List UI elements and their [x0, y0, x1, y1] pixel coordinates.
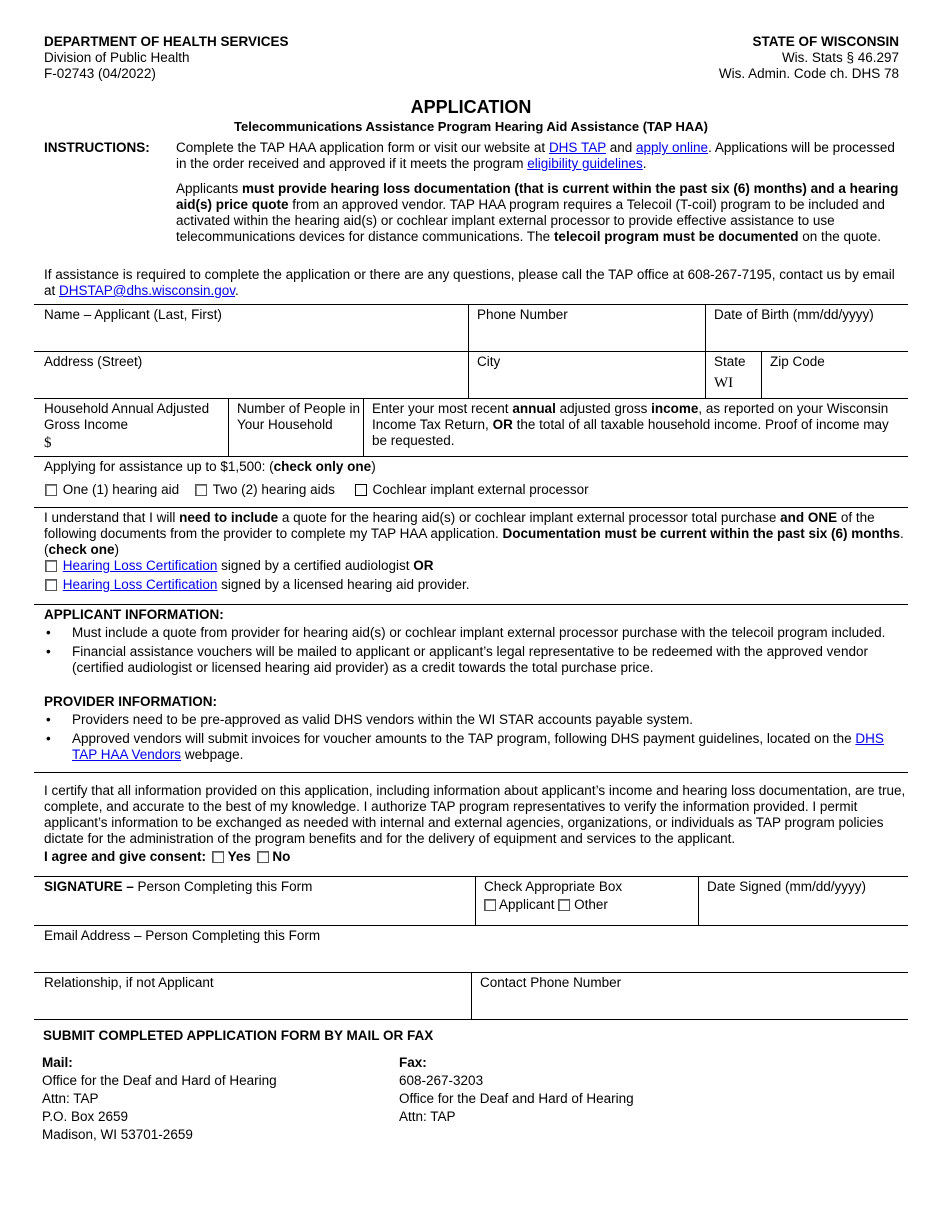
state-name: STATE OF WISCONSIN: [752, 34, 899, 49]
provider-certification-checkbox[interactable]: [45, 579, 57, 591]
list-item: [44, 731, 904, 763]
audiologist-certification-option: [45, 558, 433, 574]
text: Complete the TAP HAA application form or visit our website at: [176, 140, 549, 155]
mail-address: [42, 1054, 277, 1144]
text: , as reported on your Wisconsin Income Tax Return,: [372, 401, 889, 432]
form-number: F-02743 (04/2022): [44, 66, 156, 81]
income-note: [372, 401, 905, 449]
provider-info-heading: PROVIDER INFORMATION:: [44, 694, 217, 709]
city-field[interactable]: [477, 354, 702, 370]
field-label: State: [714, 354, 746, 369]
text: need to include: [179, 510, 279, 525]
field-label: Address (Street): [44, 354, 143, 369]
field-label: Zip Code: [770, 354, 825, 369]
field-label: [44, 879, 472, 895]
text: and ONE: [780, 510, 838, 525]
text: telecoil program must be documented: [553, 229, 799, 244]
text: OR: [492, 417, 513, 432]
one-hearing-aid-checkbox[interactable]: [45, 484, 57, 496]
text: . Applications will be processed in the order received and approved if it meets the program: [176, 140, 895, 171]
text: of the following documents from the provider to complete my TAP HAA application.: [44, 510, 875, 541]
text: on the quote.: [798, 229, 882, 244]
assistance-contact: [44, 267, 904, 299]
dhstap-email-link[interactable]: DHSTAP@dhs.wisconsin.gov: [59, 283, 236, 298]
field-label: Check Appropriate Box: [484, 879, 623, 894]
text: check one: [48, 542, 115, 557]
text: SIGNATURE –: [44, 879, 134, 894]
consent-row: [44, 849, 290, 865]
text: must provide hearing loss documentation (that is current within the past six (6) months) and a hearing aid(s) price quote: [176, 181, 899, 212]
signature-field[interactable]: [44, 879, 472, 895]
divider: [34, 507, 908, 508]
phone-number-field[interactable]: [477, 307, 702, 323]
applicant-checkbox[interactable]: [484, 899, 496, 911]
text: and: [605, 140, 636, 155]
applicant-label: Applicant: [499, 897, 555, 912]
text: Enter your most recent: [372, 401, 513, 416]
address-line: Office for the Deaf and Hard of Hearing: [42, 1073, 277, 1088]
divider: [34, 456, 908, 457]
field-label: Phone Number: [477, 307, 568, 322]
state-field[interactable]: [714, 354, 759, 391]
divider: [34, 398, 908, 399]
divider: [468, 304, 469, 398]
field-label: Household Annual Adjusted Gross Income: [44, 401, 210, 432]
income-field[interactable]: [44, 401, 226, 451]
email-address-field[interactable]: [44, 928, 904, 944]
text: OR: [413, 558, 434, 573]
date-of-birth-field[interactable]: [714, 307, 904, 323]
divider: [363, 398, 364, 456]
divider: [34, 351, 908, 352]
applicant-name-field[interactable]: [44, 307, 464, 323]
fax-info: [399, 1054, 634, 1126]
text: .: [235, 283, 239, 298]
text: from an approved vendor. TAP HAA program requires a Telecoil (T-coil) program to be included and activated within the hearing aid(s) or cochlear implant external processor to provide effective assistance to use telecommunications devices for distance communications. The: [176, 197, 885, 244]
division-name: Division of Public Health: [44, 50, 190, 65]
divider: [34, 876, 908, 877]
instructions-paragraph-1: [176, 140, 901, 172]
text: adjusted gross: [555, 401, 652, 416]
department-name: DEPARTMENT OF HEALTH SERVICES: [44, 34, 289, 49]
text: the total of all taxable household income. Proof of income may be requested.: [372, 417, 889, 448]
divider: [475, 876, 476, 925]
divider: [34, 772, 908, 773]
field-label: Name – Applicant (Last, First): [44, 307, 222, 322]
text: Applying for assistance up to $1,500: (: [44, 459, 274, 474]
text: signed by a certified audiologist: [217, 558, 414, 573]
option-label: Two (2) hearing aids: [212, 482, 335, 497]
consent-no-checkbox[interactable]: [257, 851, 269, 863]
fax-line: Attn: TAP: [399, 1109, 456, 1124]
field-label: City: [477, 354, 501, 369]
text: income: [651, 401, 699, 416]
address-line: Madison, WI 53701-2659: [42, 1127, 193, 1142]
option-label: Cochlear implant external processor: [372, 482, 589, 497]
two-hearing-aids-checkbox[interactable]: [195, 484, 207, 496]
divider: [698, 876, 699, 925]
divider: [34, 604, 908, 605]
eligibility-guidelines-link[interactable]: eligibility guidelines: [527, 156, 643, 171]
cochlear-implant-checkbox[interactable]: [355, 484, 367, 496]
other-checkbox[interactable]: [558, 899, 570, 911]
audiologist-certification-checkbox[interactable]: [45, 560, 57, 572]
household-size-field[interactable]: [237, 401, 361, 433]
dhs-tap-haa-vendors-link[interactable]: DHS TAP HAA Vendors: [72, 731, 884, 762]
relationship-checkboxes: [484, 879, 696, 913]
consent-yes-label: Yes: [227, 849, 251, 864]
divider: [34, 304, 908, 305]
text: . (: [44, 526, 904, 557]
hearing-aid-provider-certification-option: [45, 577, 470, 593]
field-label: Relationship, if not Applicant: [44, 975, 214, 990]
dhs-tap-link[interactable]: DHS TAP: [548, 140, 606, 155]
header-left: [44, 34, 289, 82]
relationship-field[interactable]: [44, 975, 468, 991]
provider-info-list: [44, 712, 904, 766]
text: ): [371, 459, 376, 474]
other-label: Other: [574, 897, 608, 912]
assistance-label: [44, 459, 376, 475]
option-label: One (1) hearing aid: [62, 482, 180, 497]
address-field[interactable]: [44, 354, 464, 370]
text: Applicants: [176, 181, 243, 196]
text: signed by a licensed hearing aid provider.: [217, 577, 470, 592]
text: annual: [512, 401, 556, 416]
field-label: Number of People in Your Household: [237, 401, 361, 432]
text: .: [642, 156, 647, 171]
divider: [228, 398, 229, 456]
page-title: APPLICATION: [410, 97, 532, 117]
divider: [705, 304, 706, 398]
divider: [471, 972, 472, 1019]
applicant-info-list: [44, 625, 904, 679]
checkbox-row: [484, 897, 696, 913]
date-signed-field[interactable]: [707, 879, 905, 895]
applicant-info-heading: APPLICANT INFORMATION:: [44, 607, 224, 622]
apply-online-link[interactable]: apply online: [636, 140, 709, 155]
assistance-options: [45, 482, 589, 498]
consent-yes-checkbox[interactable]: [212, 851, 224, 863]
text: a quote for the hearing aid(s) or cochlear implant external processor total purchase: [278, 510, 781, 525]
text: Person Completing this Form: [133, 879, 313, 894]
field-label: Date of Birth (mm/dd/yyyy): [714, 307, 874, 322]
address-line: P.O. Box 2659: [42, 1109, 129, 1124]
text: I understand that I will: [44, 510, 180, 525]
mail-heading: Mail:: [42, 1055, 73, 1070]
page-subtitle: Telecommunications Assistance Program Hearing Aid Assistance (TAP HAA): [234, 119, 708, 134]
fax-heading: Fax:: [399, 1055, 427, 1070]
fax-line: Office for the Deaf and Hard of Hearing: [399, 1091, 634, 1106]
currency-symbol: $: [44, 435, 52, 451]
submit-heading: SUBMIT COMPLETED APPLICATION FORM BY MAIL OR FAX: [43, 1028, 434, 1043]
hearing-loss-certification-link[interactable]: Hearing Loss Certification: [62, 577, 218, 592]
consent-no-label: No: [272, 849, 291, 864]
text: Documentation must be current within the past six (6) months: [502, 526, 901, 541]
text: ): [114, 542, 120, 557]
list-item: • Must include a quote from provider for hearing aid(s) or cochlear implant external processor purchase with the telecoil program included.: [44, 625, 904, 641]
divider: [34, 1019, 908, 1020]
text: check only one: [273, 459, 372, 474]
admin-code-ref: Wis. Admin. Code ch. DHS 78: [718, 66, 899, 81]
contact-phone-field[interactable]: [480, 975, 904, 991]
hearing-loss-certification-link[interactable]: Hearing Loss Certification: [62, 558, 218, 573]
divider: [34, 925, 908, 926]
address-line: Attn: TAP: [42, 1091, 99, 1106]
consent-label: I agree and give consent:: [44, 849, 207, 864]
documentation-paragraph: [44, 510, 906, 558]
instructions-paragraph-2: [176, 181, 901, 245]
certification-statement: I certify that all information provided on this application, including information about applicant’s income and hearing loss documentation, are true, complete, and accurate to the best of my knowledge. I authorize TAP program representatives to verify the information provided. I permit applicant’s information to be exchanged as needed with internal and external agencies, organizations, or individuals as TAP program policies dictate for the administration of the program benefits and for the delivery of equipment and services to the applicant.: [44, 783, 906, 846]
instructions-label: INSTRUCTIONS:: [44, 140, 150, 155]
field-label: Contact Phone Number: [480, 975, 622, 990]
text: If assistance is required to complete the application or there are any questions, please call the TAP office at 608-267-7195, contact us by email at: [44, 267, 895, 298]
list-item: • Providers need to be pre-approved as valid DHS vendors within the WI STAR accounts payable system.: [44, 712, 904, 728]
divider: [761, 351, 762, 398]
statute-ref: Wis. Stats § 46.297: [781, 50, 899, 65]
state-value: WI: [714, 375, 734, 391]
text: webpage.: [181, 747, 244, 762]
text: Approved vendors will submit invoices for voucher amounts to the TAP program, following DHS payment guidelines, located on the: [72, 731, 856, 746]
zip-code-field[interactable]: [770, 354, 905, 370]
fax-number: 608-267-3203: [399, 1073, 484, 1088]
field-label: Email Address – Person Completing this Form: [44, 928, 321, 943]
list-item: • Financial assistance vouchers will be mailed to applicant or applicant’s legal representative to be redeemed with the approved vendor (certified audiologist or licensed hearing aid provider) as a credit towards the total purchase price.: [44, 644, 904, 676]
field-label: Date Signed (mm/dd/yyyy): [707, 879, 867, 894]
header-right: [719, 34, 899, 82]
